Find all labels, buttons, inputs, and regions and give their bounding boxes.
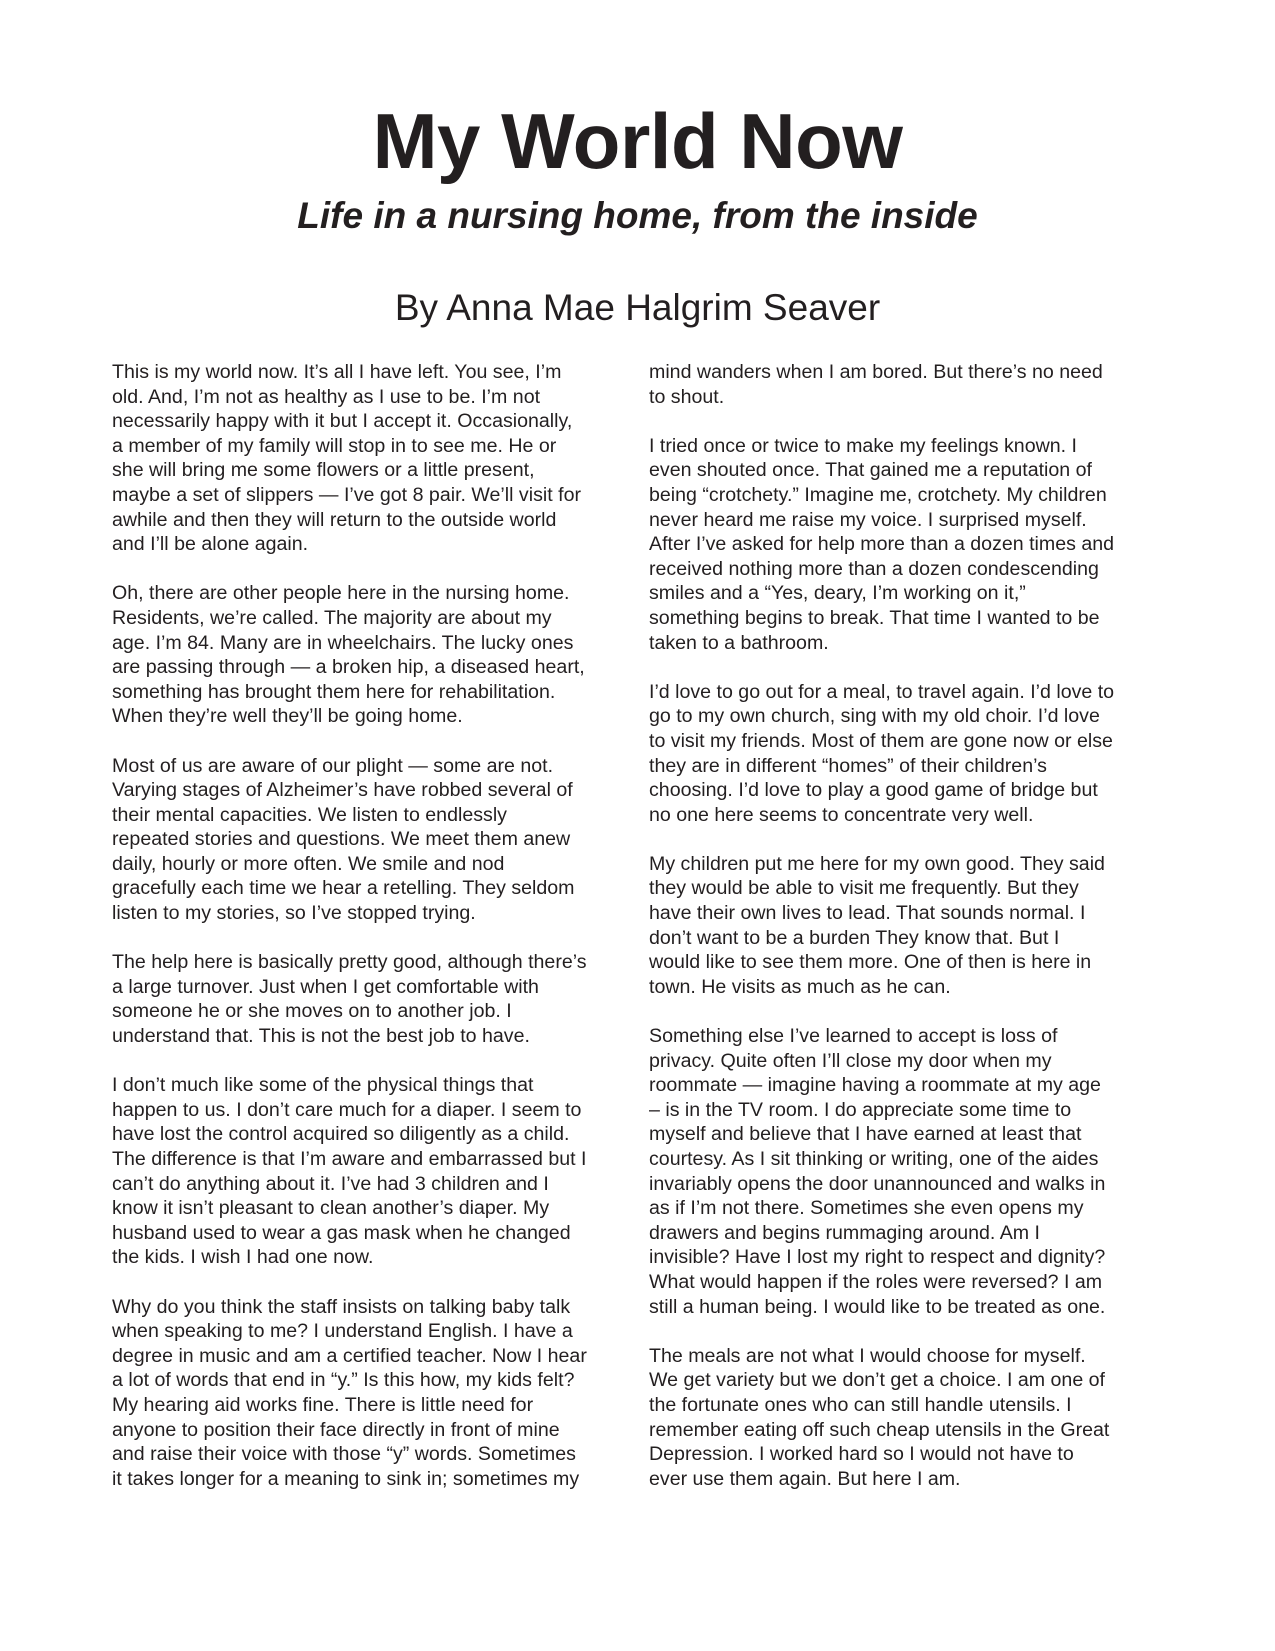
paragraph-line: This is my world now. It’s all I have left. You see, I’m — [112, 361, 562, 383]
paragraph-line: listen to my stories, so I’ve stopped trying. — [112, 902, 476, 925]
paragraph-line: myself and believe that I have earned at least that — [649, 1123, 1082, 1146]
paragraph-line: – is in the TV room. I do appreciate some time to — [649, 1098, 1072, 1121]
paragraph-line: understand that. This is not the best job to have. — [112, 1025, 530, 1048]
paragraph-line: to shout. — [649, 385, 725, 408]
paragraph-line: remember eating off such cheap utensils in the Great — [649, 1418, 1110, 1441]
paragraph-line: never heard me raise my voice. I surprised myself. — [649, 508, 1087, 531]
paragraph-line: the fortunate ones who can still handle utensils. I — [649, 1393, 1072, 1416]
paragraph-line: they are in different “homes” of their children’s — [649, 754, 1047, 777]
paragraph-line: a member of my family will stop in to see me. He or — [112, 434, 557, 457]
paragraph-line: still a human being. I would like to be treated as one. — [649, 1295, 1106, 1318]
right-column — [649, 360, 1159, 1516]
paragraph-line: necessarily happy with it but I accept it. Occasionally, — [112, 410, 573, 433]
paragraph-line: invisible? Have I lost my right to respect and dignity? — [649, 1246, 1106, 1269]
paragraph-line: My children put me here for my own good. They said — [649, 852, 1105, 875]
paragraph-line: the kids. I wish I had one now. — [112, 1246, 374, 1269]
paragraph-line: degree in music and am a certified teacher. Now I hear — [112, 1344, 587, 1367]
paragraph-line: would like to see them more. One of then is here in — [649, 951, 1092, 974]
paragraph-line: old. And, I’m not as healthy as I use to be. I’m not — [112, 385, 541, 408]
paragraph-line: have lost the control acquired so diligently as a child. — [112, 1123, 570, 1146]
paragraph-line: After I’ve asked for help more than a dozen times and — [649, 533, 1115, 556]
paragraph-line: no one here seems to concentrate very well. — [649, 803, 1034, 826]
article-paragraph — [649, 360, 1159, 409]
paragraph-line: My hearing aid works fine. There is little need for — [112, 1393, 534, 1416]
paragraph-line: and I’ll be alone again. — [112, 533, 309, 556]
paragraph-line: they would be able to visit me frequently. But they — [649, 877, 1079, 900]
paragraph-line: courtesy. As I sit thinking or writing, one of the aides — [649, 1148, 1099, 1170]
paragraph-line: husband used to wear a gas mask when he changed — [112, 1221, 571, 1244]
paragraph-line: The help here is basically pretty good, although there’s — [112, 951, 587, 974]
paragraph-line: age. I’m 84. Many are in wheelchairs. The lucky ones — [112, 631, 574, 654]
paragraph-line: I tried once or twice to make my feelings known. I — [649, 434, 1077, 457]
paragraph-line: she will bring me some flowers or a little present, — [112, 459, 535, 482]
article-paragraph — [112, 1073, 622, 1270]
paragraph-line: The meals are not what I would choose for myself. — [649, 1344, 1086, 1367]
paragraph-line: happen to us. I don’t care much for a diaper. I seem to — [112, 1098, 582, 1121]
paragraph-line: anyone to position their face directly in front of mine — [112, 1418, 560, 1441]
paragraph-line: their mental capacities. We listen to endlessly — [112, 803, 507, 826]
paragraph-line: Why do you think the staff insists on talking baby talk — [112, 1295, 571, 1318]
paragraph-line: Oh, there are other people here in the nursing home. — [112, 582, 570, 605]
article-paragraph — [649, 434, 1159, 655]
article-paragraph — [649, 680, 1159, 828]
article-paragraph — [112, 950, 622, 1048]
paragraph-line: know it isn’t pleasant to clean another’s diaper. My — [112, 1197, 550, 1220]
paragraph-line: are passing through — a broken hip, a diseased heart, — [112, 656, 585, 679]
paragraph-line: daily, hourly or more often. We smile and nod — [112, 852, 505, 875]
paragraph-line: even shouted once. That gained me a reputation of — [649, 459, 1092, 482]
paragraph-line: Depression. I worked hard so I would not have to — [649, 1443, 1074, 1466]
paragraph-line: received nothing more than a dozen condescending — [649, 557, 1099, 580]
paragraph-line: What would happen if the roles were reversed? I am — [649, 1270, 1103, 1293]
paragraph-line: invariably opens the door unannounced and walks in — [649, 1172, 1106, 1195]
paragraph-line: town. He visits as much as he can. — [649, 975, 951, 998]
paragraph-line: smiles and a “Yes, deary, I’m working on it,” — [649, 582, 1026, 605]
article-paragraph — [112, 581, 622, 729]
paragraph-line: Residents, we’re called. The majority are about my — [112, 606, 552, 629]
paragraph-line: roommate — imagine having a roommate at my age — [649, 1074, 1101, 1097]
paragraph-line: something begins to break. That time I wanted to be — [649, 606, 1100, 629]
paragraph-line: can’t do anything about it. I’ve had 3 children and I — [112, 1172, 549, 1195]
paragraph-line: The difference is that I’m aware and embarrassed but I — [112, 1148, 587, 1170]
paragraph-line: gracefully each time we hear a retelling. They seldom — [112, 877, 575, 900]
paragraph-line: as if I’m not there. Sometimes she even opens my — [649, 1197, 1084, 1220]
paragraph-line: being “crotchety.” Imagine me, crotchety. My children — [649, 483, 1107, 506]
page-subtitle: Life in a nursing home, from the inside — [297, 195, 978, 236]
article-paragraph — [112, 1295, 622, 1492]
paragraph-line: mind wanders when I am bored. But there’s no need — [649, 361, 1103, 383]
paragraph-line: Varying stages of Alzheimer’s have robbed several of — [112, 779, 573, 802]
paragraph-line: drawers and begins rummaging around. Am I — [649, 1221, 1040, 1244]
paragraph-line: repeated stories and questions. We meet them anew — [112, 828, 571, 851]
paragraph-line: something has brought them here for rehabilitation. — [112, 680, 556, 703]
paragraph-line: go to my own church, sing with my old choir. I’d love — [649, 705, 1100, 728]
paragraph-line: privacy. Quite often I’ll close my door when my — [649, 1049, 1052, 1072]
author-byline: By Anna Mae Halgrim Seaver — [394, 287, 881, 328]
paragraph-line: I’d love to go out for a meal, to travel again. I’d love to — [649, 680, 1115, 703]
page-title: My World Now — [372, 97, 903, 185]
paragraph-line: and raise their voice with those “y” words. Sometimes — [112, 1443, 576, 1466]
paragraph-line: don’t want to be a burden They know that. But I — [649, 926, 1060, 949]
paragraph-line: it takes longer for a meaning to sink in; sometimes my — [112, 1467, 580, 1490]
paragraph-line: someone he or she moves on to another job. I — [112, 1000, 512, 1023]
paragraph-line: when speaking to me? I understand English. I have a — [112, 1320, 573, 1343]
paragraph-line: We get variety but we don’t get a choice. I am one of — [649, 1369, 1105, 1392]
paragraph-line: a large turnover. Just when I get comfortable with — [112, 975, 539, 998]
left-column — [112, 360, 622, 1516]
article-paragraph — [649, 1024, 1159, 1319]
paragraph-line: to visit my friends. Most of them are gone now or else — [649, 729, 1113, 752]
article-paragraph — [649, 1344, 1159, 1492]
paragraph-line: Most of us are aware of our plight — some are not. — [112, 754, 554, 777]
paragraph-line: When they’re well they’ll be going home. — [112, 705, 463, 728]
paragraph-line: have their own lives to lead. That sounds normal. I — [649, 902, 1086, 925]
article-paragraph — [112, 754, 622, 926]
paragraph-line: choosing. I’d love to play a good game of bridge but — [649, 779, 1098, 802]
paragraph-line: a lot of words that end in “y.” Is this how, my kids felt? — [112, 1369, 575, 1392]
paragraph-line: taken to a bathroom. — [649, 631, 829, 654]
article-paragraph — [112, 360, 622, 557]
article-paragraph — [649, 852, 1159, 1000]
paragraph-line: I don’t much like some of the physical things that — [112, 1074, 534, 1097]
paragraph-line: maybe a set of slippers — I’ve got 8 pair. We’ll visit for — [112, 483, 581, 506]
paragraph-line: awhile and then they will return to the outside world — [112, 508, 557, 531]
paragraph-line: ever use them again. But here I am. — [649, 1467, 961, 1490]
paragraph-line: Something else I’ve learned to accept is loss of — [649, 1025, 1058, 1048]
